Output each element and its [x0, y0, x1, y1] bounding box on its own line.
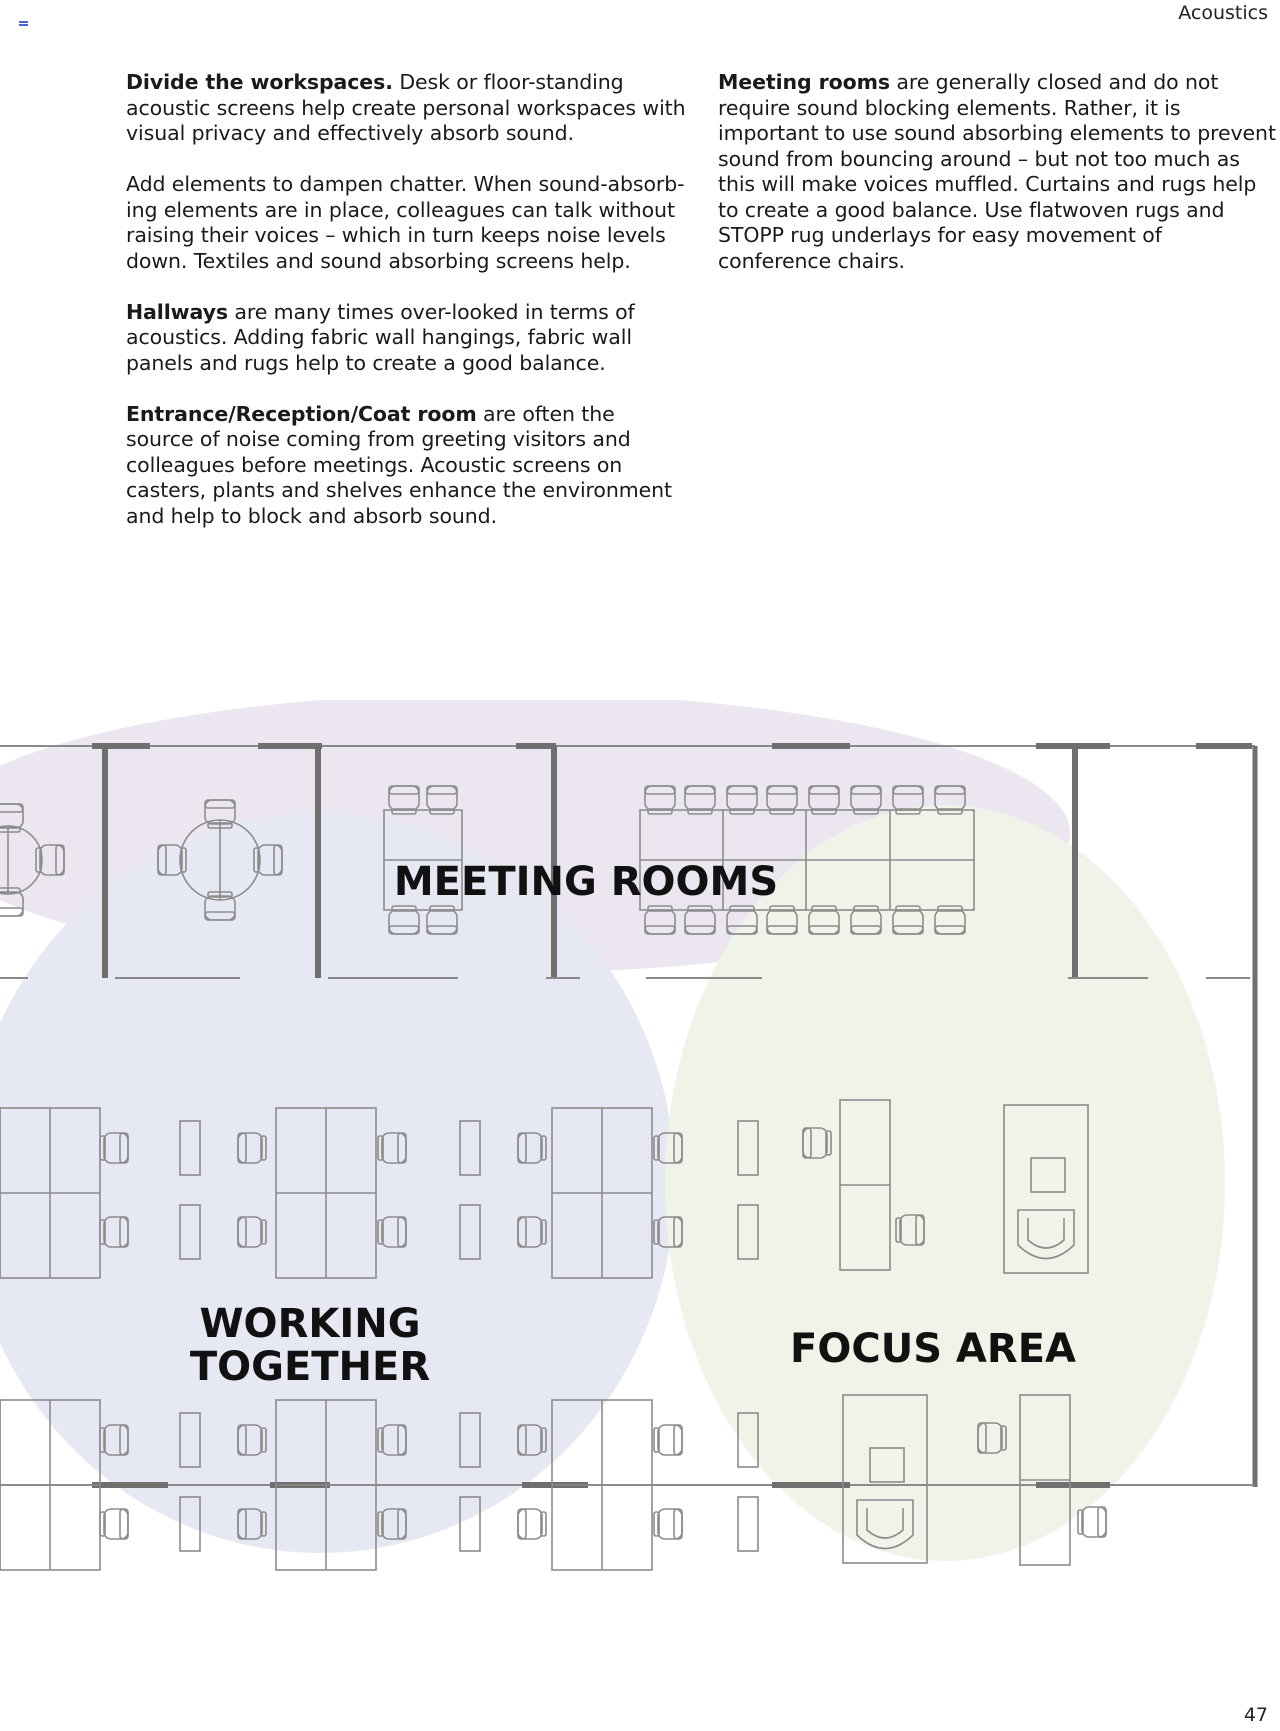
chair-armrest — [541, 1512, 546, 1536]
chair-seat — [658, 1425, 682, 1455]
text-entrance: are often the source of noise coming from greeting visitors and colleagues before meetings. Acoustic screens on casters, plants and shelves enhance the environment and help to block and absorb sound. — [126, 401, 672, 528]
chair — [518, 1509, 546, 1539]
section-label: Acoustics — [1178, 2, 1268, 24]
chair-body — [100, 1509, 128, 1539]
chair — [100, 1509, 128, 1539]
text-chatter: Add elements to dampen chatter. When sound-absorb-ing elements are in place, colleagues can talk without raising their voices – which in turn keeps noise levels down. Textiles and sound absorbing screens help. — [126, 172, 685, 273]
chair-armrest — [100, 1512, 105, 1536]
paragraph-chatter — [126, 172, 686, 274]
focus-zone-shape — [665, 805, 1225, 1561]
chair-seat — [1082, 1507, 1106, 1537]
chair-body — [654, 1425, 682, 1455]
chair-body — [518, 1509, 546, 1539]
lead-workspaces: Divide the workspaces. — [126, 70, 393, 94]
paragraph-meeting-rooms — [718, 70, 1278, 274]
chair-armrest — [654, 1512, 659, 1536]
chair-seat — [104, 1509, 128, 1539]
chair-armrest — [654, 1428, 659, 1452]
menu-icon[interactable] — [19, 21, 28, 28]
chair — [654, 1425, 682, 1455]
zone-label-working-line1: WORKING — [199, 1301, 421, 1347]
text-hallways: are many times over-looked in terms of acoustics. Adding fabric wall hangings, fabric wall panels and rugs help to create a good balance. — [126, 299, 635, 375]
page-number: 47 — [1243, 1704, 1268, 1726]
lead-hallways: Hallways — [126, 299, 228, 324]
chair — [1078, 1507, 1106, 1537]
lead-entrance: Entrance/Reception/Coat room — [126, 401, 477, 426]
paragraph-workspaces — [126, 70, 686, 147]
zone-label-working-line2: TOGETHER — [189, 1344, 431, 1390]
chair-body — [1078, 1507, 1106, 1537]
paragraph-hallways — [126, 300, 686, 377]
text-column-right — [718, 70, 1278, 300]
paragraph-entrance — [126, 402, 686, 530]
office-floor-plan — [0, 700, 1280, 1660]
text-meeting-rooms: are generally closed and do not require sound blocking elements. Rather, it is important to use sound absorbing elements to prevent sound from bouncing around – but not too much as this will make voices muffled. Curtains and rugs help to create a good balance. Use flatwoven rugs and STOPP rug underlays for easy movement of conference chairs. — [718, 70, 1276, 273]
zone-label-focus-area: FOCUS AREA — [790, 1326, 1076, 1372]
cabinet — [738, 1497, 758, 1551]
text-workspaces: Desk or floor-standing acoustic screens help create personal workspaces with visual privacy and effectively absorb sound. — [126, 70, 686, 145]
lead-meeting-rooms: Meeting rooms — [718, 70, 890, 94]
chair-seat — [518, 1509, 542, 1539]
text-column-left — [126, 70, 686, 555]
chair-seat — [658, 1509, 682, 1539]
chair — [654, 1509, 682, 1539]
chair-body — [654, 1509, 682, 1539]
zone-label-meeting-rooms: MEETING ROOMS — [393, 859, 779, 905]
